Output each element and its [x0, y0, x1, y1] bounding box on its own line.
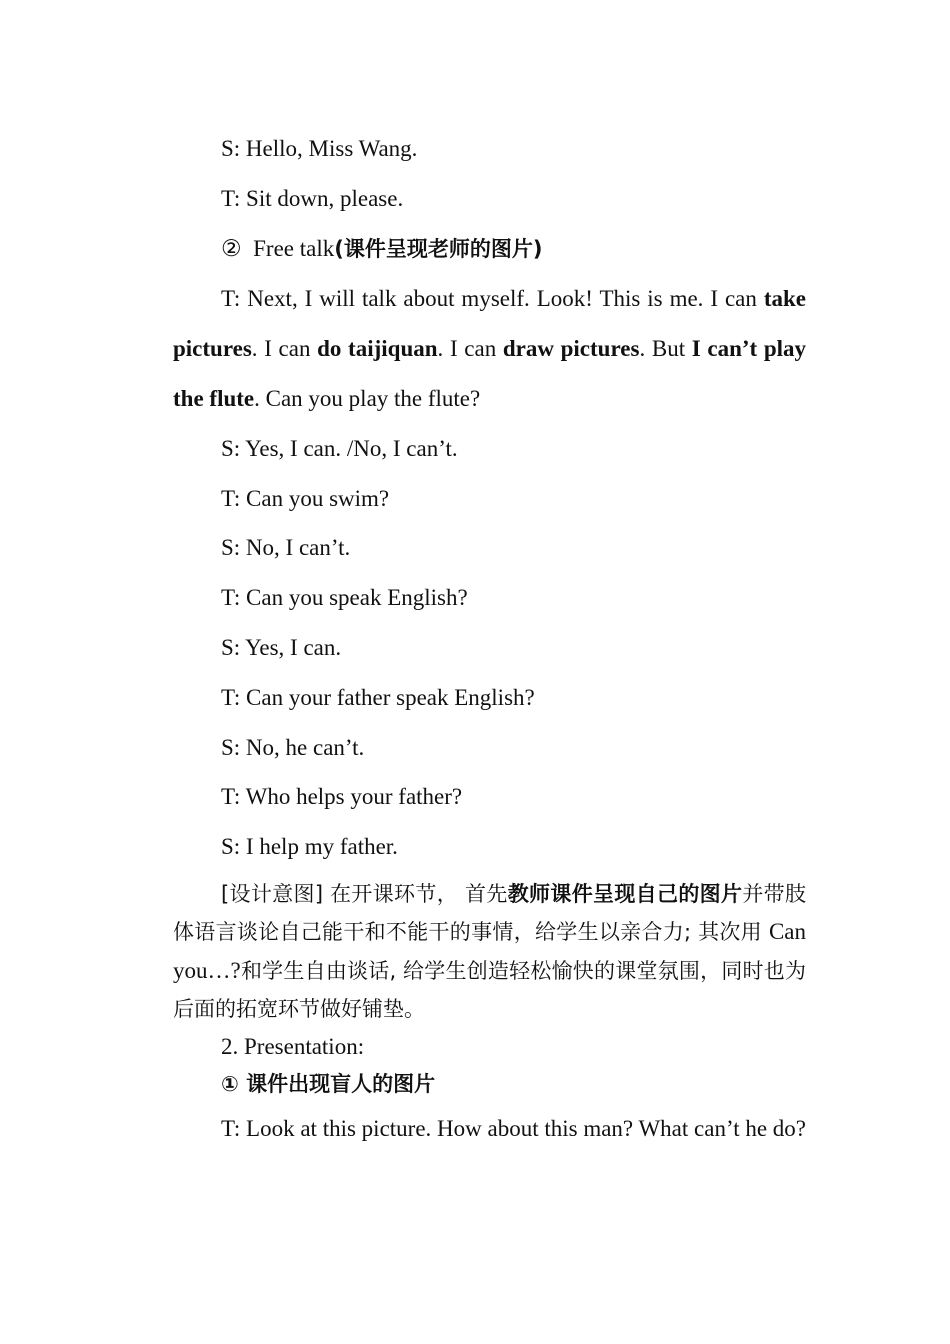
dialogue-line: T: Sit down, please.: [221, 185, 404, 211]
circled-number-marker: ②: [221, 235, 242, 261]
document-page: [173, 124, 806, 1154]
free-talk-heading: [173, 224, 806, 275]
dialogue-line: T: Can your father speak English?: [221, 684, 535, 710]
dialogue-line: S: Yes, I can.: [221, 634, 342, 660]
text-run: . I can: [437, 336, 503, 362]
bold-phrase: do taijiquan: [317, 336, 438, 362]
free-talk-note: (课件呈现老师的图片): [334, 236, 543, 261]
dialogue-line: S: Hello, Miss Wang.: [221, 136, 418, 161]
dialogue-line: T: Who helps your father?: [221, 784, 463, 810]
presentation-question: T: Look at this picture. How about this man? What can’t he do?: [221, 1115, 806, 1141]
step-text: 课件出现盲人的图片: [238, 1072, 436, 1097]
text-run: T: Next, I will talk about myself. Look! This is me. I can: [221, 286, 764, 312]
text-run: 和学生自由谈话, 给学生创造轻松愉快的课堂氛围，同时也为后面的拓宽环节做好铺垫。: [173, 958, 806, 1021]
teacher-talk-paragraph: [173, 274, 806, 423]
free-talk-label: Free talk: [253, 235, 335, 261]
dialogue-line: S: No, I can’t.: [221, 535, 351, 561]
bold-phrase: draw pictures: [502, 336, 640, 362]
design-intent-paragraph: [173, 875, 806, 1028]
text-run: 并带肢体语言谈论自己能干和不能干的事情，给学生以亲合力; 其次用: [173, 881, 807, 945]
text-run: . But: [639, 336, 692, 362]
presentation-step-heading: [173, 1065, 806, 1103]
circled-number-marker: ①: [221, 1072, 239, 1097]
bold-phrase: I can’t play the flute: [173, 336, 807, 411]
text-run: Can you…?: [173, 919, 806, 983]
dialogue-line: S: Yes, I can. /No, I can’t.: [221, 435, 458, 461]
dialogue-line: T: Can you speak English?: [221, 585, 468, 611]
text-run: . Can you play the flute?: [254, 385, 481, 411]
dialogue-line: T: Can you swim?: [221, 485, 390, 511]
presentation-heading: 2. Presentation:: [221, 1034, 365, 1060]
dialogue-line: S: No, he can’t.: [221, 734, 365, 760]
text-run: . I can: [251, 336, 318, 362]
bold-phrase: take pictures: [173, 286, 806, 362]
bold-phrase: 教师课件呈现自己的图片: [507, 881, 743, 906]
text-run: 在开课环节， 首先: [323, 881, 508, 906]
dialogue-line: S: I help my father.: [221, 834, 398, 860]
design-intent-tag: [设计意图]: [221, 881, 324, 906]
